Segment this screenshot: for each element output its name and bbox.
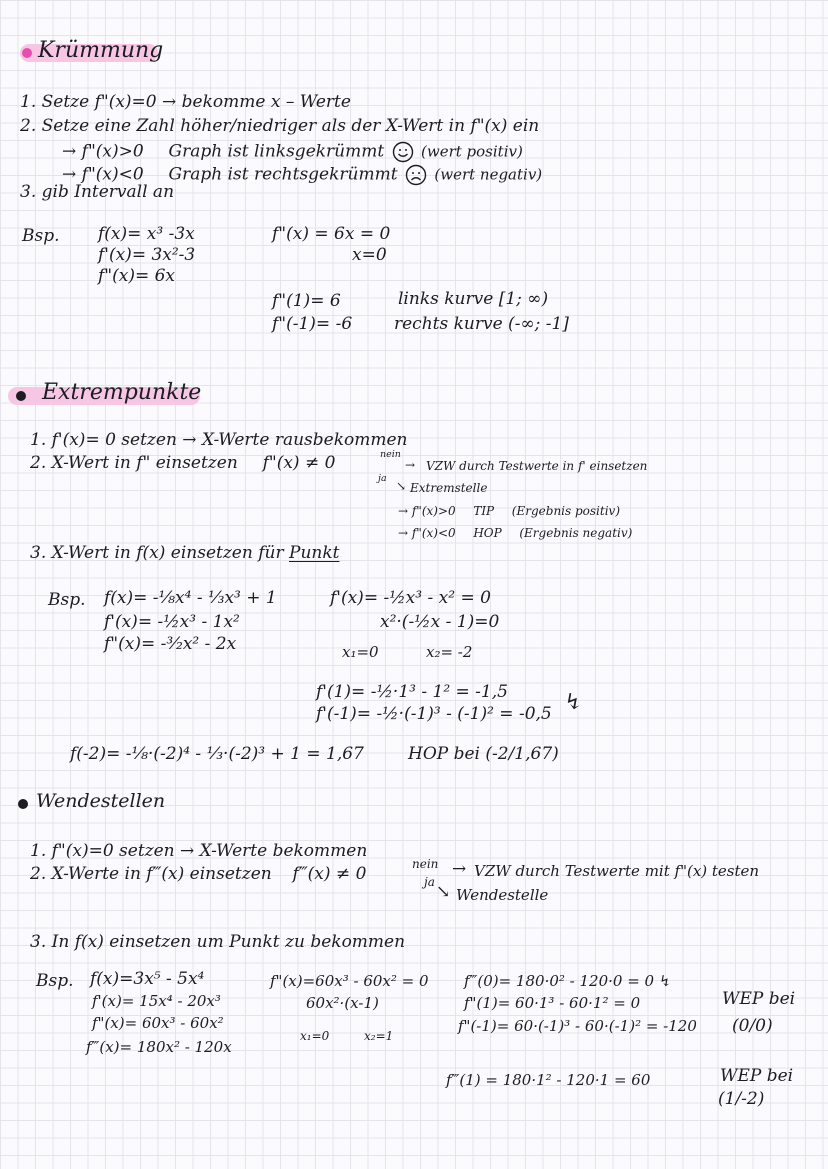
extremstelle-text: Extremstelle [410, 481, 488, 495]
case-note: (wert negativ) [434, 165, 543, 184]
branch-nein: nein [412, 857, 439, 871]
equation: f"(x) = 6x = 0 [272, 224, 391, 244]
case-text: Graph ist linksgekrümmt [168, 141, 385, 162]
case-row [62, 141, 523, 163]
example-label: Bsp. [22, 226, 60, 246]
root: x₁=0 [300, 1029, 330, 1043]
hop-name: HOP [473, 526, 502, 540]
bullet [16, 391, 26, 401]
root: x₁=0 [342, 643, 379, 661]
function: f(x)= -⅛x⁴ - ⅓x³ + 1 [104, 588, 277, 608]
root: x=0 [352, 245, 387, 265]
smiley-sad-icon [405, 164, 427, 186]
hop-condition: → f"(x)<0 [398, 526, 456, 540]
case-text: Graph ist rechtsgekrümmt [168, 164, 398, 185]
section-title-extrempunkte: Extrempunkte [42, 380, 202, 405]
root: x₂=1 [364, 1029, 394, 1043]
section-title-wendestellen: Wendestellen [36, 790, 166, 812]
check-value: f"(-1)= 60·(-1)³ - 60·(-1)² = -120 [458, 1017, 697, 1035]
derivative-1: f'(x)= 3x²-3 [98, 245, 196, 265]
step-condition: f‴(x) ≠ 0 [292, 864, 367, 884]
vzw-text: VZW durch Testwerte in f' einsetzen [426, 459, 648, 473]
point-value: f(-2)= -⅛·(-2)⁴ - ⅓·(-2)³ + 1 = 1,67 [70, 744, 364, 764]
hop-result: HOP bei (-2/1,67) [408, 744, 559, 764]
derivative-2: f"(x)= 6x [98, 266, 176, 286]
function: f(x)= x³ -3x [98, 224, 195, 244]
tip-name: TIP [473, 504, 495, 518]
step-condition: f"(x) ≠ 0 [262, 453, 336, 473]
derivative-1: f'(x)= 15x⁴ - 20x³ [92, 992, 221, 1010]
step [30, 545, 339, 562]
smiley-happy-icon [392, 141, 414, 163]
wendestelle-text: Wendestelle [456, 886, 549, 904]
step: 2. Setze eine Zahl höher/niedriger als der X-Wert in f"(x) ein [20, 116, 540, 136]
tip-condition: → f"(x)>0 [398, 504, 456, 518]
step-text: 2. X-Werte in f‴(x) einsetzen [30, 864, 272, 884]
equation: f'(x)= -½x³ - x² = 0 [330, 588, 491, 608]
arrow-icon: → [452, 859, 467, 879]
derivative-2: f"(x)= -³⁄₂x² - 2x [104, 634, 237, 654]
branch-ja: ja [378, 473, 387, 484]
check-value: f"(1)= 60·1³ - 60·1² = 0 [464, 994, 641, 1012]
step-keyword: Punkt [289, 543, 340, 563]
check-value: f‴(0)= 180·0² - 120·0 = 0 ↯ [464, 972, 672, 990]
interval: rechts kurve (-∞; -1] [394, 314, 569, 334]
factored-equation: x²·(-½x - 1)=0 [380, 612, 500, 632]
lightning-icon: ↯ [564, 690, 583, 715]
hop-note: (Ergebnis negativ) [519, 526, 633, 540]
wep-point: (0/0) [732, 1016, 773, 1036]
tip-row [398, 505, 620, 517]
wep-label: WEP bei [720, 1066, 794, 1086]
case-note: (wert positiv) [421, 142, 523, 161]
case-condition: → f"(x)<0 [62, 164, 144, 185]
step: 1. f'(x)= 0 setzen → X-Werte rausbekommen [30, 430, 408, 450]
test-value: f"(-1)= -6 [272, 314, 353, 334]
step [30, 455, 335, 472]
test-value: f'(1)= -½·1³ - 1² = -1,5 [316, 682, 508, 702]
derivative-2: f"(x)= 60x³ - 60x² [92, 1014, 224, 1032]
derivative-3: f‴(x)= 180x² - 120x [86, 1038, 232, 1056]
bullet [22, 48, 32, 58]
arrow-icon: ↘ [436, 882, 451, 902]
check-value: f‴(1) = 180·1² - 120·1 = 60 [446, 1071, 651, 1089]
branch-ja: ja [424, 875, 435, 889]
step-text: 3. X-Wert in f(x) einsetzen für [30, 543, 284, 563]
case-condition: → f"(x)>0 [62, 141, 144, 162]
step: 1. Setze f"(x)=0 → bekomme x – Werte [20, 92, 351, 112]
vzw-text: VZW durch Testwerte mit f"(x) testen [474, 862, 760, 880]
example-label: Bsp. [36, 971, 74, 991]
factored-equation: 60x²·(x-1) [306, 994, 379, 1012]
step: 3. gib Intervall an [20, 182, 175, 202]
section-title-kruemmung: Krümmung [38, 38, 164, 63]
step [30, 866, 366, 883]
hop-row [398, 527, 632, 539]
example-label: Bsp. [48, 590, 86, 610]
branch-nein: nein [380, 449, 401, 460]
function: f(x)=3x⁵ - 5x⁴ [90, 969, 205, 989]
equation: f"(x)=60x³ - 60x² = 0 [270, 972, 429, 990]
wep-label: WEP bei [722, 989, 796, 1009]
arrow-icon: → [405, 458, 416, 472]
test-value: f'(-1)= -½·(-1)³ - (-1)² = -0,5 [316, 704, 552, 724]
wep-point: (1/-2) [718, 1089, 765, 1109]
bullet [18, 799, 28, 809]
root: x₂= -2 [426, 643, 473, 661]
step-text: 2. X-Wert in f" einsetzen [30, 453, 238, 473]
step: 1. f"(x)=0 setzen → X-Werte bekommen [30, 841, 368, 861]
arrow-icon: ↘ [396, 479, 407, 493]
step: 3. In f(x) einsetzen um Punkt zu bekommen [30, 932, 406, 952]
interval: links kurve [1; ∞) [398, 289, 549, 309]
derivative-1: f'(x)= -½x³ - 1x² [104, 612, 240, 632]
tip-note: (Ergebnis positiv) [511, 504, 621, 518]
test-value: f"(1)= 6 [272, 291, 341, 311]
